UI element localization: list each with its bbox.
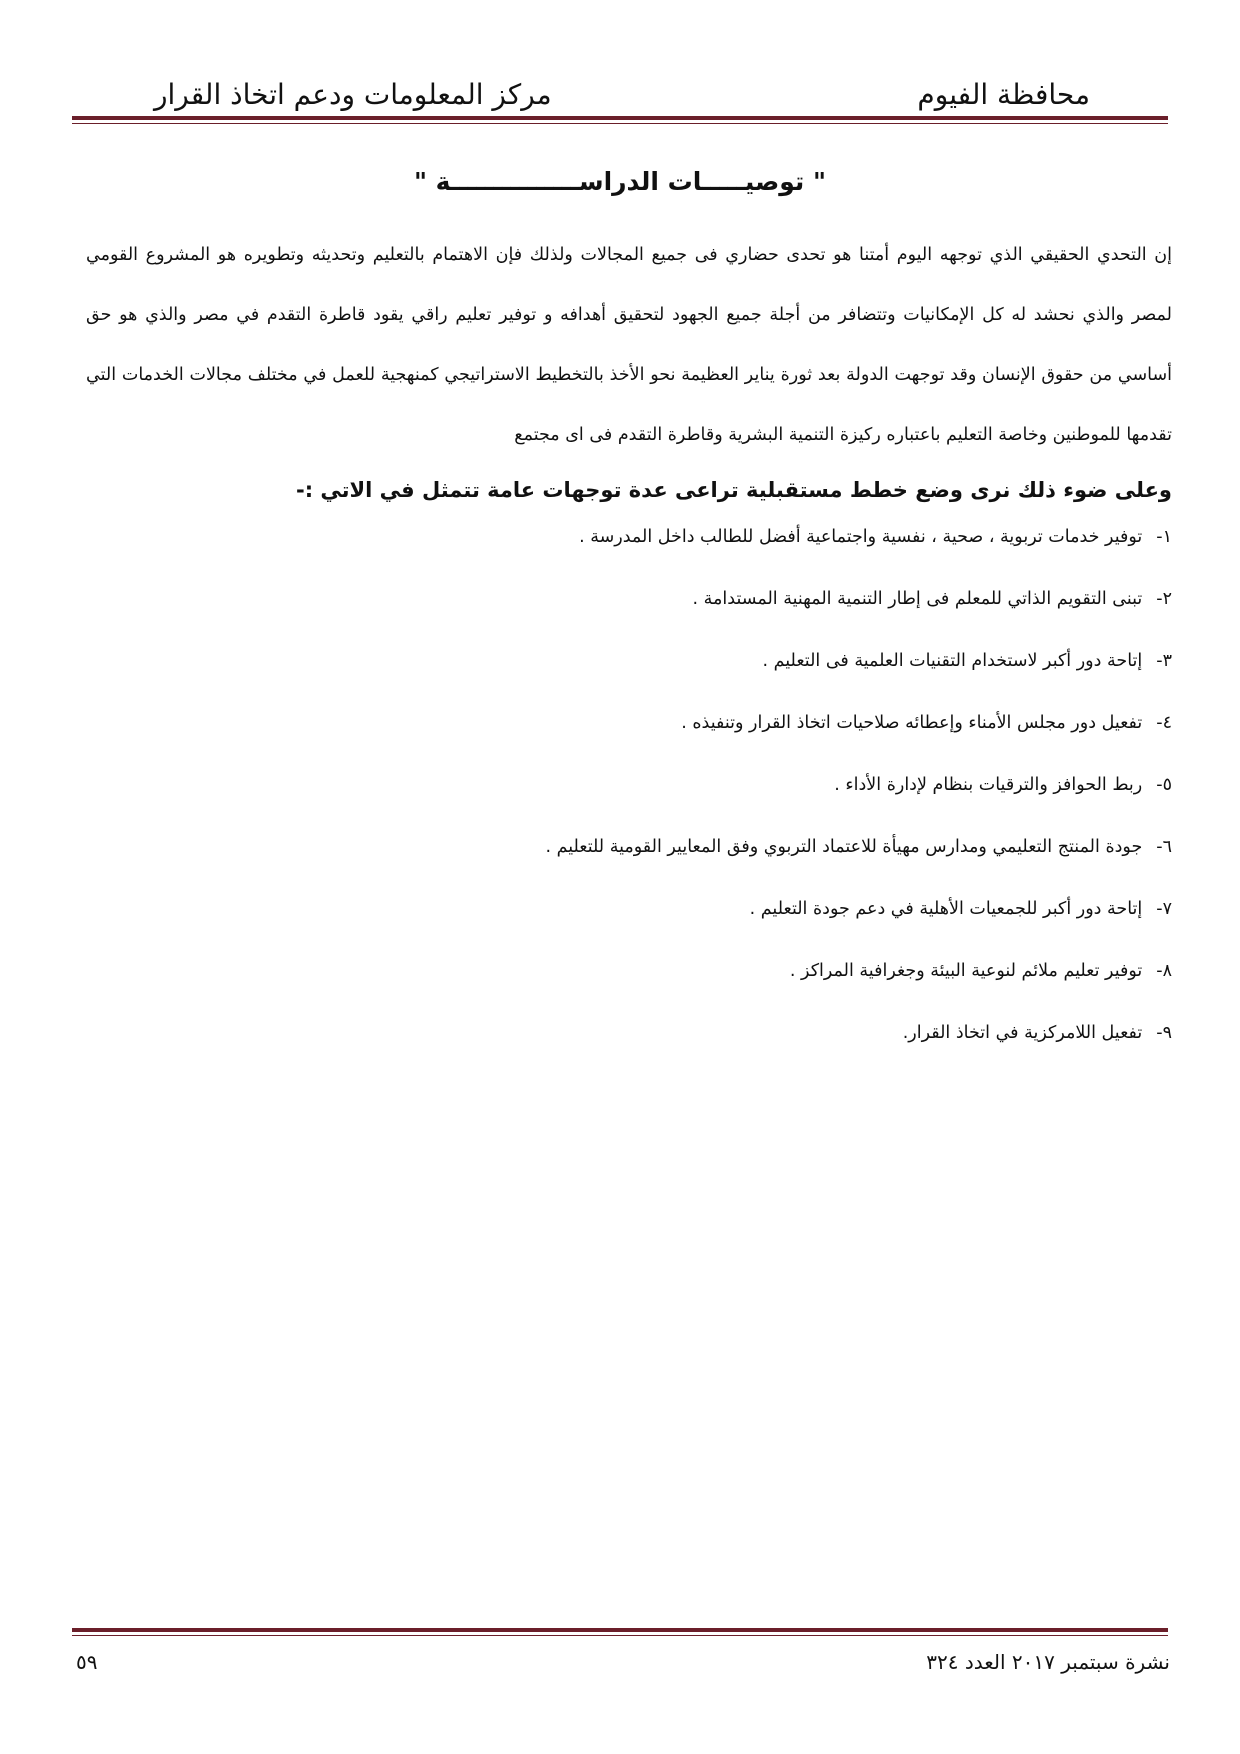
recommendations-lead: وعلى ضوء ذلك نرى وضع خطط مستقبلية تراعى عدة توجهات عامة تتمثل في الاتي :- [295, 478, 1172, 502]
item-number: ٣- [1156, 651, 1172, 671]
item-text: إتاحة دور أكبر لاستخدام التقنيات العلمية فى التعليم . [762, 651, 1143, 671]
list-item [545, 961, 1172, 1023]
item-text: إتاحة دور أكبر للجمعيات الأهلية في دعم جودة التعليم . [749, 899, 1143, 919]
list-item [545, 1023, 1172, 1085]
item-number: ٧- [1156, 899, 1172, 919]
page-number: ٥٩ [76, 1650, 98, 1674]
item-number: ٥- [1156, 775, 1172, 795]
item-text: جودة المنتج التعليمي ومدارس مهيأة للاعتماد التربوي وفق المعايير القومية للتعليم . [545, 837, 1143, 857]
item-number: ٢- [1156, 589, 1172, 609]
list-item [545, 775, 1172, 837]
list-item [545, 527, 1172, 589]
header-divider [72, 116, 1168, 124]
list-item [545, 589, 1172, 651]
governorate-label: محافظة الفيوم [917, 78, 1090, 111]
item-number: ٦- [1156, 837, 1172, 857]
issue-label: نشرة سبتمبر ٢٠١٧ العدد ٣٢٤ [926, 1650, 1170, 1674]
footer-divider [72, 1628, 1168, 1636]
intro-paragraph: إن التحدي الحقيقي الذي توجهه اليوم أمتنا هو تحدى حضاري فى جميع المجالات ولذلك فإن الاهتمام بالتعليم وتحديثه وتطويره هو المشروع القومي لمصر والذي نحشد له كل الإمكانيات وتتضافر من أجلة جميع الجهود لتحقيق أهدافه و توفير تعليم راقي يقود قاطرة التقدم في مصر والذي هو حق أساسي من حقوق الإنسان وقد توجهت الدولة بعد ثورة يناير العظيمة نحو الأخذ بالتخطيط الاستراتيجي كمنهجية للعمل في مختلف مجالات الخدمات التي تقدمها للموطنين وخاصة التعليم باعتباره ركيزة التنمية البشرية وقاطرة التقدم فى اى مجتمع [86, 245, 1172, 445]
list-item [545, 837, 1172, 899]
list-item [545, 651, 1172, 713]
item-text: ربط الحوافز والترقيات بنظام لإدارة الأداء . [834, 775, 1143, 795]
item-number: ١- [1156, 527, 1172, 547]
page-title: " توصيـــــات الدراســـــــــــــــة " [413, 166, 827, 196]
list-item [545, 899, 1172, 961]
list-item [545, 713, 1172, 775]
item-number: ٨- [1156, 961, 1172, 981]
item-text: تبنى التقويم الذاتي للمعلم فى إطار التنمية المهنية المستدامة . [692, 589, 1143, 609]
item-text: توفير تعليم ملائم لنوعية البيئة وجغرافية المراكز . [789, 961, 1143, 981]
item-text: تفعيل اللامركزية في اتخاذ القرار. [902, 1023, 1143, 1043]
item-number: ٩- [1156, 1023, 1172, 1043]
recommendations-list [545, 527, 1172, 1085]
item-number: ٤- [1156, 713, 1172, 733]
item-text: توفير خدمات تربوية ، صحية ، نفسية واجتماعية أفضل للطالب داخل المدرسة . [579, 527, 1143, 547]
center-label: مركز المعلومات ودعم اتخاذ القرار [154, 78, 552, 111]
item-text: تفعيل دور مجلس الأمناء وإعطائه صلاحيات اتخاذ القرار وتنفيذه . [681, 713, 1143, 733]
page-header [72, 70, 1168, 110]
